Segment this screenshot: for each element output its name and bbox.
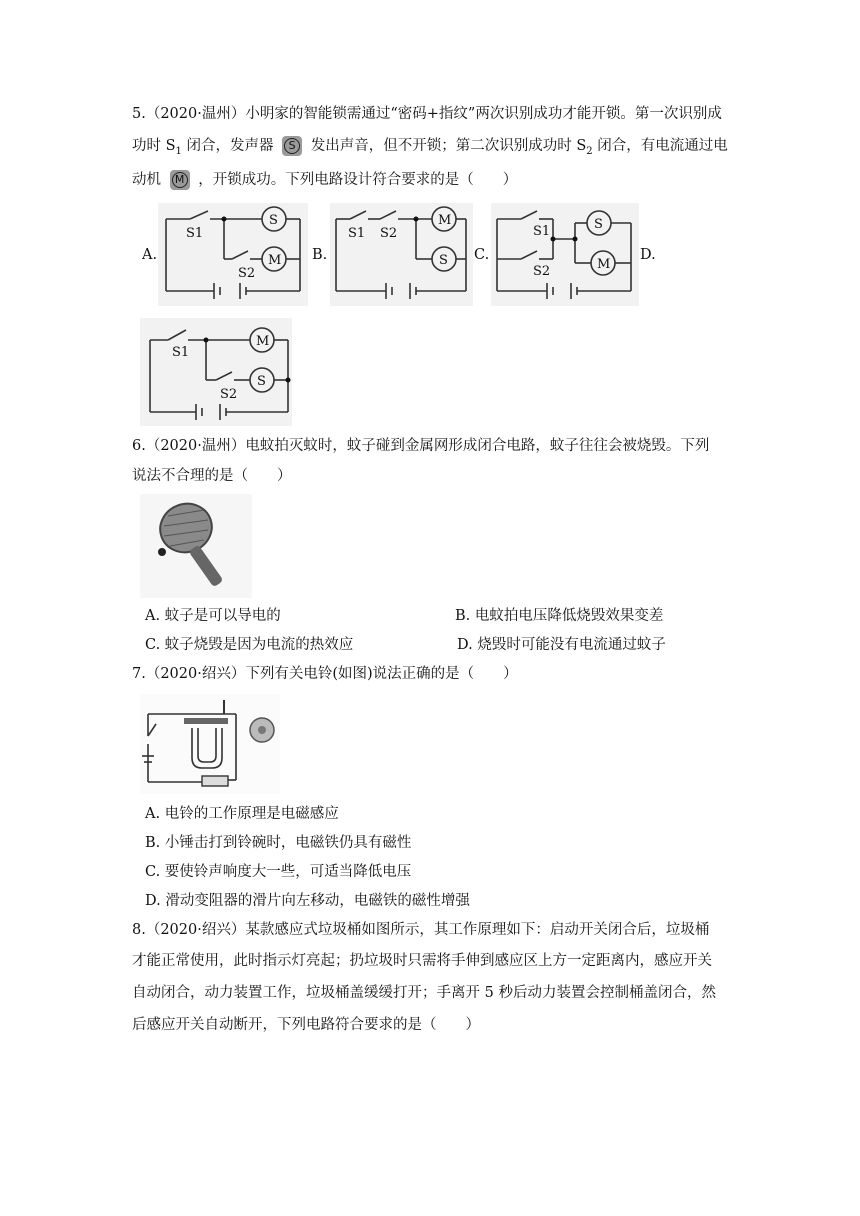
- circuit-a-m: M: [268, 253, 282, 268]
- q5-option-b: B.: [312, 247, 328, 263]
- circuit-b-m: M: [438, 213, 452, 228]
- q5-option-d: D.: [640, 247, 656, 263]
- q7-option-a: A. 电铃的工作原理是电磁感应: [145, 806, 339, 822]
- sounder-icon: S: [282, 136, 302, 156]
- circuit-a-s1: S1: [186, 226, 204, 241]
- q5-sub1: 1: [175, 145, 182, 157]
- q8-line1: 8.（2020·绍兴）某款感应式垃圾桶如图所示，其工作原理如下：启动开关闭合后，垃圾桶: [132, 922, 710, 938]
- q6-line2: 说法不合理的是（ ）: [132, 468, 292, 484]
- q7-line1: 7.（2020·绍兴）下列有关电铃(如图)说法正确的是（ ）: [132, 666, 518, 682]
- q5-line3: [132, 170, 517, 190]
- q5-option-a: A.: [142, 247, 158, 263]
- circuit-a-s2: S2: [238, 266, 256, 281]
- q5-line2-b: 闭合，发声器: [186, 138, 274, 154]
- q7-option-c: C. 要使铃声响度大一些，可适当降低电压: [145, 864, 412, 880]
- circuit-a-image: [158, 203, 308, 306]
- q8-line3: 自动闭合，动力装置工作，垃圾桶盖缓缓打开；手离开 5 秒后动力装置会控制桶盖闭合，然: [132, 985, 716, 1001]
- q8-line2: 才能正常使用，此时指示灯亮起；扔垃圾时只需将手伸到感应区上方一定距离内，感应开关: [132, 953, 712, 969]
- circuit-c-s2: S2: [533, 264, 551, 279]
- circuit-c-m: M: [597, 257, 611, 272]
- q5-line2-c: 发出声音，但不开锁；第二次识别成功时 S: [310, 138, 587, 154]
- circuit-b-s1: S1: [348, 226, 366, 241]
- circuit-b-s2: S2: [380, 226, 398, 241]
- q5-line2-a: 功时 S: [132, 138, 176, 154]
- q5-option-c: C.: [474, 247, 490, 263]
- q7-option-b: B. 小锤击打到铃碗时，电磁铁仍具有磁性: [145, 835, 412, 851]
- q8-line4: 后感应开关自动断开，下列电路符合要求的是（ ）: [132, 1017, 480, 1033]
- motor-icon: M: [170, 170, 190, 190]
- circuit-d-image: [140, 318, 292, 426]
- mosquito-swatter-image: [140, 494, 252, 598]
- q6-option-c: C. 蚊子烧毁是因为电流的热效应: [145, 637, 354, 653]
- circuit-c-s1: S1: [533, 224, 551, 239]
- circuit-a-s: S: [269, 213, 278, 228]
- q5-line1: 5.（2020·温州）小明家的智能锁需通过“密码+指纹”两次识别成功才能开锁。第一次识别成: [132, 106, 722, 122]
- circuit-d-s1: S1: [172, 345, 190, 360]
- q5-line3-a: 动机: [132, 172, 161, 188]
- q6-option-b: B. 电蚊拍电压降低烧毁效果变差: [455, 608, 664, 624]
- q6-line1: 6.（2020·温州）电蚊拍灭蚊时，蚊子碰到金属网形成闭合电路，蚊子往往会被烧毁。下列: [132, 438, 710, 454]
- q6-option-a: A. 蚊子是可以导电的: [145, 608, 281, 624]
- electric-bell-image: [140, 694, 280, 794]
- circuit-c-s: S: [594, 217, 603, 232]
- q5-line3-b: ，开锁成功。下列电路设计符合要求的是（ ）: [198, 172, 518, 188]
- circuit-d-s: S: [257, 374, 266, 389]
- circuit-d-s2: S2: [220, 387, 238, 402]
- q5-sub2: 2: [586, 145, 593, 157]
- circuit-c-image: [491, 203, 639, 306]
- q7-option-d: D. 滑动变阻器的滑片向左移动，电磁铁的磁性增强: [145, 893, 470, 909]
- q5-line2: [132, 136, 728, 162]
- circuit-b-image: [330, 203, 473, 306]
- q6-option-d: D. 烧毁时可能没有电流通过蚊子: [457, 637, 666, 653]
- circuit-d-m: M: [256, 334, 270, 349]
- q5-line2-d: 闭合，有电流通过电: [597, 138, 728, 154]
- circuit-b-s: S: [439, 253, 448, 268]
